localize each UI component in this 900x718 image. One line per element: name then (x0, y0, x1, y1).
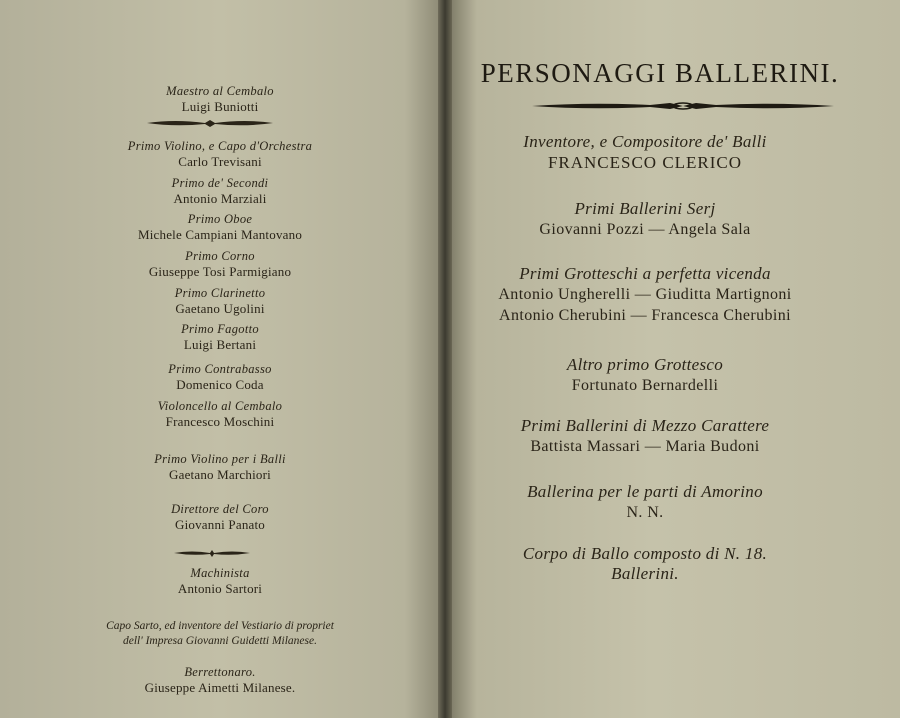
entry-violino-balli (0, 452, 440, 483)
entry-fagotto (0, 322, 440, 353)
entry-clarinetto (0, 286, 440, 317)
person-name: Antonio Cherubini — Francesca Cherubini (499, 307, 791, 324)
person-name: Carlo Trevisani (178, 154, 262, 169)
role-label: Berrettonaro. (184, 665, 256, 679)
person-name: N. N. (626, 504, 664, 521)
entry-contrabasso (0, 362, 440, 393)
role-label: Primi Grotteschi a perfetta vicenda (519, 264, 771, 283)
role-label: Primo Contrabasso (168, 362, 272, 376)
person-name: Luigi Bertani (183, 337, 257, 352)
person-name: Luigi Buniotti (181, 99, 259, 114)
person-name: Giovanni Pozzi — Angela Sala (539, 221, 751, 238)
entry-coro (0, 502, 440, 533)
entry-mezzo (450, 416, 840, 457)
role-label: Direttore del Coro (171, 502, 269, 516)
person-name: Antonio Marziali (173, 191, 267, 206)
entry-machinista (0, 566, 440, 597)
person-name: FRANCESCO CLERICO (547, 153, 743, 172)
entry-grottesco (450, 355, 840, 396)
corpo-line-1: Corpo di Ballo composto di N. 18. (522, 544, 768, 563)
role-label: Ballerina per le parti di Amorino (527, 482, 763, 501)
person-name: Gaetano Ugolini (175, 301, 265, 316)
role-label: Primi Ballerini di Mezzo Carattere (520, 416, 770, 435)
role-label: Primo Violino per i Balli (154, 452, 286, 466)
entry-inventore (450, 132, 840, 173)
corpo-line-2: Ballerini. (611, 564, 679, 583)
entry-berrettonaro (0, 665, 440, 696)
role-label: Inventore, e Compositore de' Balli (523, 132, 767, 151)
role-label: Machinista (190, 566, 250, 580)
role-label: Primo Clarinetto (174, 286, 266, 300)
person-name: Giuseppe Aimetti Milanese. (144, 680, 296, 695)
entry-amorino (450, 482, 840, 523)
person-name: Antonio Sartori (177, 581, 263, 596)
role-label: Primo de' Secondi (171, 176, 269, 190)
person-name: Gaetano Marchiori (169, 467, 271, 482)
role-label: Primo Fagotto (181, 322, 259, 336)
ornament-divider (145, 118, 275, 128)
entry-violoncello (0, 399, 440, 430)
person-name: Battista Massari — Maria Budoni (530, 438, 760, 455)
entry-serj (450, 199, 840, 240)
role-label: Primo Oboe (187, 212, 253, 226)
entry-maestro (0, 84, 440, 115)
entry-corpo (450, 544, 840, 584)
person-name: Antonio Ungherelli — Giuditta Martignoni (498, 286, 792, 303)
entry-secondi (0, 176, 440, 207)
entry-grotteschi (450, 264, 840, 326)
person-name: Francesco Moschini (165, 414, 275, 429)
role-label: Primo Corno (185, 249, 255, 263)
entry-violino (0, 139, 440, 170)
ornament-rule (530, 100, 836, 112)
person-name: Domenico Coda (176, 377, 264, 392)
role-label: Primo Violino, e Capo d'Orchestra (127, 139, 313, 153)
person-name: Michele Campiani Mantovano (137, 227, 303, 242)
person-name: Giovanni Panato (174, 517, 265, 532)
entry-sarto (0, 619, 440, 649)
sarto-line-1: Capo Sarto, ed inventore del Vestiario di propriet (106, 620, 334, 632)
role-label: Maestro al Cembalo (166, 84, 274, 98)
person-name: Giuseppe Tosi Parmigiano (148, 264, 292, 279)
page-title: PERSONAGGI BALLERINI. (480, 58, 840, 88)
role-label: Violoncello al Cembalo (157, 399, 283, 413)
ornament-divider (172, 548, 252, 558)
entry-oboe (0, 212, 440, 243)
sarto-line-2: dell' Impresa Giovanni Guidetti Milanese. (123, 635, 317, 647)
role-label: Altro primo Grottesco (566, 355, 724, 374)
entry-corno (0, 249, 440, 280)
person-name: Fortunato Bernardelli (571, 377, 719, 394)
role-label: Primi Ballerini Serj (574, 199, 716, 218)
